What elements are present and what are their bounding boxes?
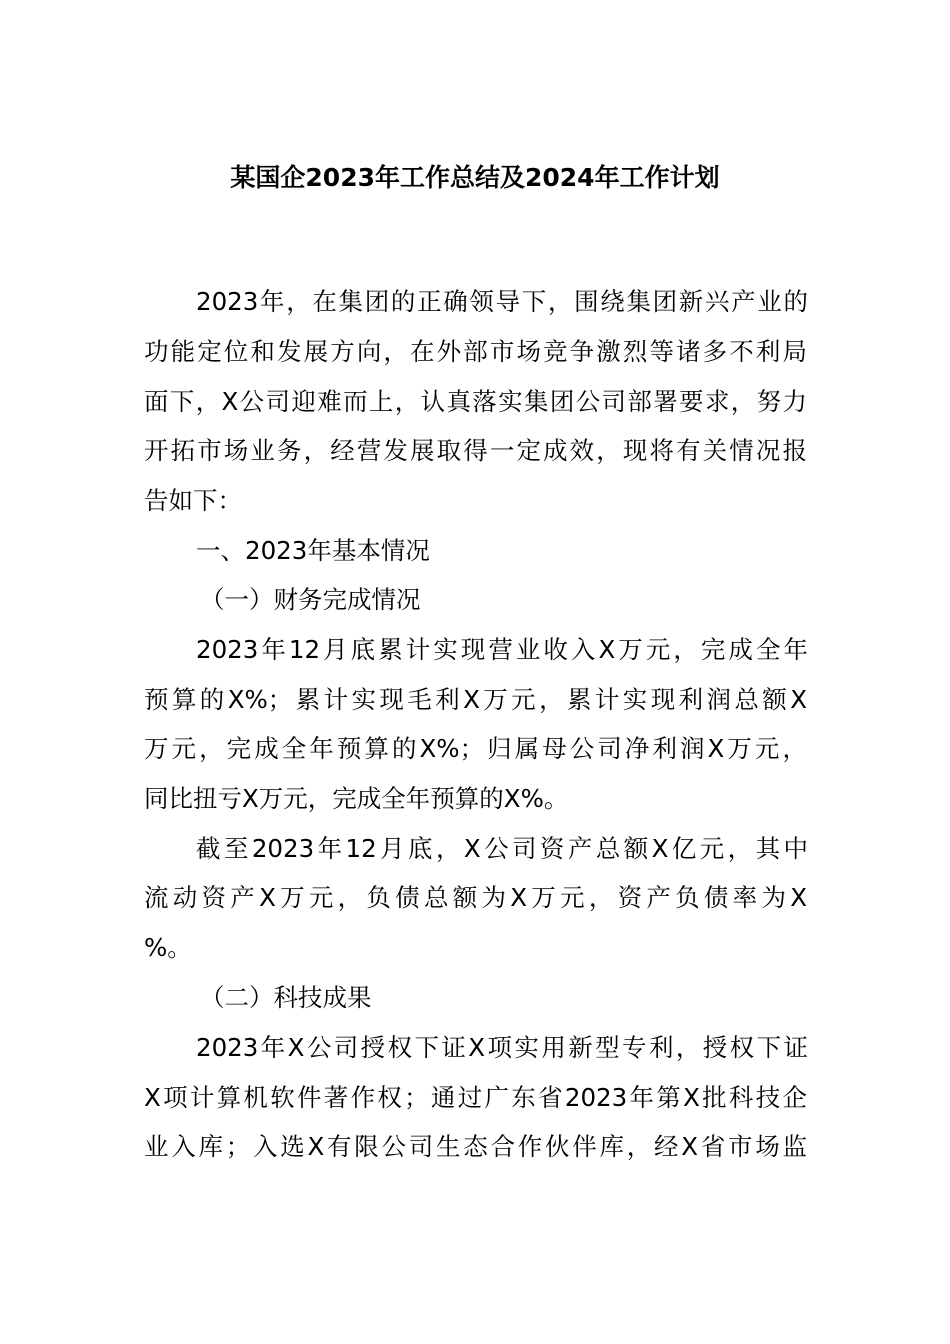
paragraph-line bbox=[144, 384, 807, 420]
document-title: 某国企2023年工作总结及2024年工作计划 bbox=[230, 163, 720, 192]
paragraph-line bbox=[144, 731, 807, 767]
section-heading-text: 一、2023年基本情况 bbox=[196, 536, 430, 565]
paragraph-line bbox=[144, 1129, 807, 1165]
section-heading bbox=[196, 533, 430, 569]
paragraph-line-text: 面下，X公司迎难而上，认真落实集团公司部署要求，努力 bbox=[144, 387, 807, 416]
subsection-heading-text: （二）科技成果 bbox=[200, 983, 372, 1012]
subsection-heading-text: （一）财务完成情况 bbox=[200, 585, 421, 614]
paragraph-line-text: 开拓市场业务，经营发展取得一定成效，现将有关情况报 bbox=[144, 436, 807, 465]
paragraph-line bbox=[144, 781, 568, 817]
subsection-heading bbox=[200, 582, 421, 618]
paragraph-line-text: 告如下： bbox=[144, 486, 242, 515]
paragraph-line bbox=[144, 483, 242, 519]
paragraph-line bbox=[144, 334, 807, 370]
paragraph-line-text: %。 bbox=[144, 933, 192, 962]
paragraph-line-text: X项计算机软件著作权；通过广东省2023年第X批科技企 bbox=[144, 1083, 807, 1112]
paragraph-line bbox=[144, 1080, 807, 1116]
paragraph-line bbox=[196, 831, 808, 867]
paragraph-line-text: 流动资产X万元，负债总额为X万元，资产负债率为X bbox=[144, 883, 807, 912]
paragraph-line-text: 功能定位和发展方向，在外部市场竞争激烈等诸多不利局 bbox=[144, 337, 807, 366]
paragraph-line bbox=[196, 284, 808, 320]
paragraph-line bbox=[196, 632, 808, 668]
paragraph-line-text: 同比扭亏X万元，完成全年预算的X%。 bbox=[144, 784, 569, 813]
paragraph-line bbox=[144, 880, 807, 916]
paragraph-line bbox=[144, 433, 807, 469]
paragraph-line bbox=[196, 1030, 808, 1066]
paragraph-line-text: 万元，完成全年预算的X%；归属母公司净利润X万元， bbox=[144, 734, 807, 763]
paragraph-line-text: 2023年12月底累计实现营业收入X万元，完成全年 bbox=[196, 635, 808, 664]
paragraph-line-text: 2023年X公司授权下证X项实用新型专利，授权下证 bbox=[196, 1033, 808, 1062]
paragraph-line bbox=[144, 682, 807, 718]
subsection-heading bbox=[200, 980, 372, 1016]
paragraph-line-text: 2023年，在集团的正确领导下，围绕集团新兴产业的 bbox=[196, 287, 808, 316]
paragraph-line-text: 预算的X%；累计实现毛利X万元，累计实现利润总额X bbox=[144, 685, 807, 714]
paragraph-line-text: 截至2023年12月底，X公司资产总额X亿元，其中 bbox=[196, 834, 808, 863]
paragraph-line-text: 业入库；入选X有限公司生态合作伙伴库，经X省市场监 bbox=[144, 1132, 807, 1161]
paragraph-line bbox=[144, 930, 192, 966]
